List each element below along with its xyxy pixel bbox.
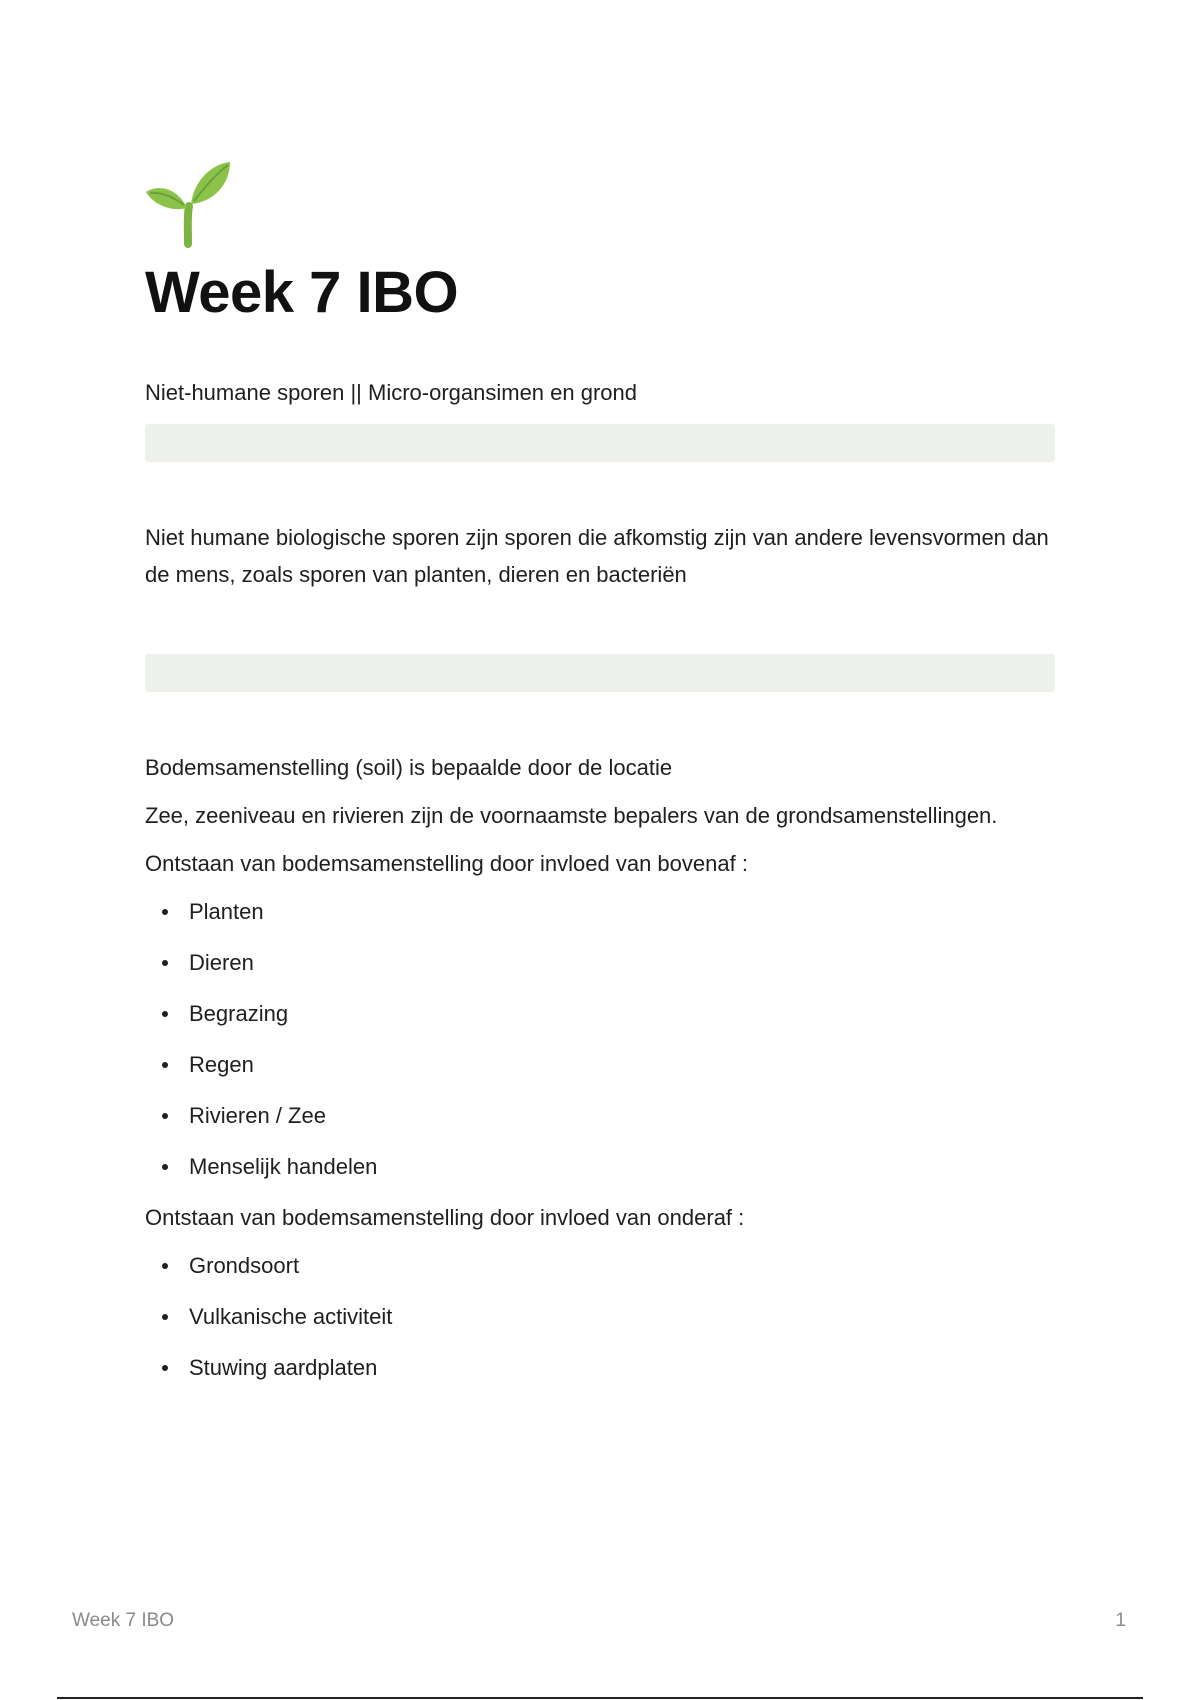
bullet-icon	[162, 1062, 168, 1068]
list-item-label: Rivieren / Zee	[189, 1103, 326, 1128]
bullet-icon	[162, 960, 168, 966]
callout-block	[145, 424, 1055, 462]
bullet-icon	[162, 909, 168, 915]
list-item	[145, 1349, 1055, 1386]
bullet-icon	[162, 1113, 168, 1119]
bullet-icon	[162, 1314, 168, 1320]
footer-title: Week 7 IBO	[72, 1610, 175, 1631]
list-item	[145, 893, 1055, 930]
seedling-icon	[144, 158, 234, 248]
list-item	[145, 944, 1055, 981]
soil-line-2: Zee, zeeniveau en rivieren zijn de voornaamste bepalers van de grondsamenstellingen.	[145, 803, 998, 828]
list-item	[145, 1298, 1055, 1335]
list-item	[145, 995, 1055, 1032]
list-item	[145, 1247, 1055, 1284]
intro-paragraph: Niet humane biologische sporen zijn sporen die afkomstig zijn van andere levensvormen dan de mens, zoals sporen van planten, dieren en bacteriën	[145, 525, 1049, 587]
bullet-icon	[162, 1263, 168, 1269]
page-subtitle: Niet-humane sporen || Micro-organsimen en grond	[145, 380, 638, 405]
list-item-label: Dieren	[189, 950, 254, 975]
intro-block	[145, 519, 1055, 593]
page-subtitle-block	[145, 374, 1055, 411]
page-number: 1	[1115, 1610, 1126, 1631]
footer-divider	[57, 1697, 1143, 1699]
from-below-list	[145, 1247, 1055, 1386]
from-above-list	[145, 893, 1055, 1185]
soil-line-1: Bodemsamenstelling (soil) is bepaalde door de locatie	[145, 755, 673, 780]
callout-block	[145, 654, 1055, 692]
list-item-label: Vulkanische activiteit	[189, 1304, 393, 1329]
bullet-icon	[162, 1164, 168, 1170]
list-item-label: Grondsoort	[189, 1253, 300, 1278]
list-item-label: Stuwing aardplaten	[189, 1355, 378, 1380]
list-item-label: Planten	[189, 899, 264, 924]
list-item	[145, 1046, 1055, 1083]
from-above-heading: Ontstaan van bodemsamenstelling door invloed van bovenaf :	[145, 851, 748, 876]
bullet-icon	[162, 1365, 168, 1371]
list-item-label: Regen	[189, 1052, 254, 1077]
soil-section	[145, 749, 1055, 1400]
list-item	[145, 1097, 1055, 1134]
from-below-heading: Ontstaan van bodemsamenstelling door invloed van onderaf :	[145, 1205, 745, 1230]
list-item-label: Begrazing	[189, 1001, 289, 1026]
list-item	[145, 1148, 1055, 1185]
page-title: Week 7 IBO	[145, 260, 459, 325]
bullet-icon	[162, 1011, 168, 1017]
list-item-label: Menselijk handelen	[189, 1154, 378, 1179]
